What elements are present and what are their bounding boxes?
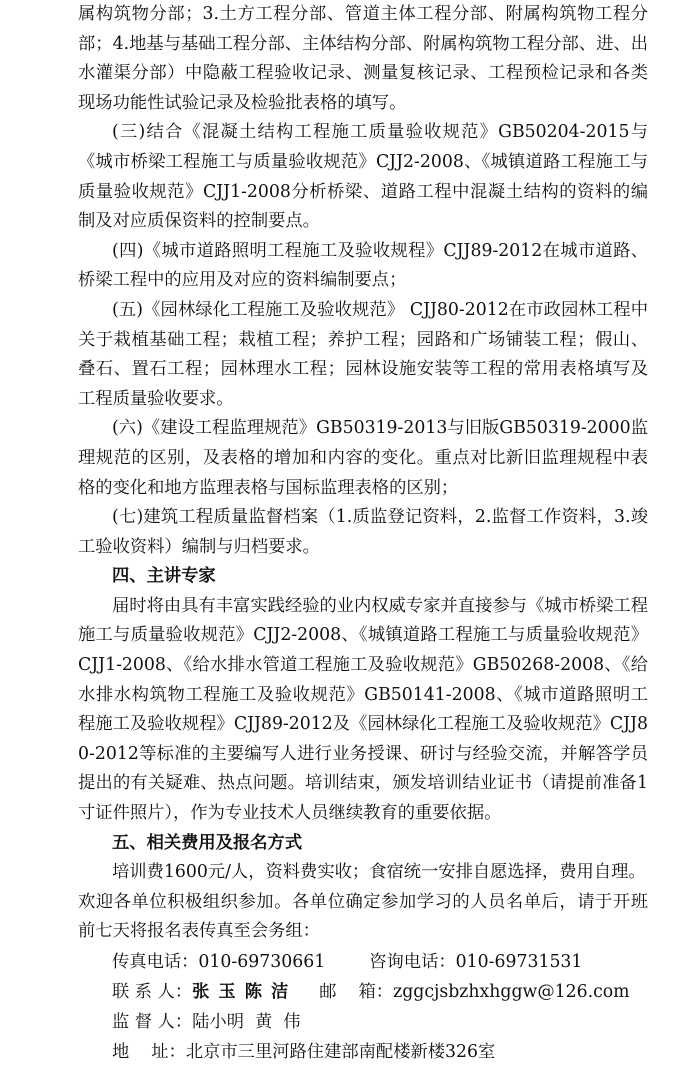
- paragraph-invite: 欢迎各单位积极组织参加。各单位确定参加学习的人员名单后，请于开班前七天将报名表传真至会务组：: [78, 891, 648, 942]
- paragraph-item-6: (六)《建设工程监理规范》GB50319-2013与旧版GB50319-2000监理规范的区别，及表格的增加和内容的变化。重点对比新旧监理规程中表格的变化和地方监理表格与国标监理表格的区别；: [78, 418, 648, 498]
- supervisor-row: [0, 1007, 700, 1037]
- section-heading-fees: 五、相关费用及报名方式: [112, 832, 303, 853]
- supervisor-label: 监 督 人：: [112, 1012, 193, 1032]
- address-label: 地 址：: [112, 1042, 186, 1062]
- fax-label: 传真电话：: [112, 952, 199, 972]
- address-value: 北京市三里河路住建部南配楼新楼326室: [185, 1042, 496, 1062]
- paragraph-item-4: (四)《城市道路照明工程施工及验收规程》CJJ89-2012在城市道路、桥梁工程中的应用及对应的资料编制要点；: [78, 240, 648, 291]
- supervisor-value: 陆小明 黄 伟: [192, 1012, 301, 1032]
- consult-value: 010-69731531: [455, 952, 583, 972]
- paragraph-sections-list: 属构筑物分部；3.土方工程分部、管道主体工程分部、附属构筑物工程分部；4.地基与基础工程分部、主体结构分部、附属构筑物工程分部、进、出水灌渠分部）中隐蔽工程验收记录、测量复核记录、工程预检记录和各类现场功能性试验记录及检验批表格的填写。: [78, 4, 648, 113]
- email-label: 邮 箱：: [319, 982, 394, 1002]
- consult-label: 咨询电话：: [369, 952, 456, 972]
- fax-row: [0, 947, 700, 977]
- contact-row: [0, 977, 700, 1007]
- contact-label: 联 系 人：: [112, 982, 193, 1002]
- email-value[interactable]: zggcjsbzhxhggw@126.com: [393, 982, 630, 1002]
- paragraph-item-3: (三)结合《混凝土结构工程施工质量验收规范》GB50204-2015与《城市桥梁工程施工与质量验收规范》CJJ2-2008、《城镇道路工程施工与质量验收规范》CJJ1-2008分析桥梁、道路工程中混凝土结构的资料的编制及对应质保资料的控制要点。: [78, 122, 648, 232]
- paragraph-experts: 届时将由具有丰富实践经验的业内权威专家并直接参与《城市桥梁工程施工与质量验收规范》CJJ2-2008、《城镇道路工程施工与质量验收规范》CJJ1-2008、《给水排水管道工程施工及验收规范》GB50268-2008、《给水排水构筑物工程施工及验收规范》GB50141-2008、《城市道路照明工程施工及验收规程》CJJ89-2012及《园林绿化工程施工及验收规范》CJJ80-2012等标准的主要编写人进行业务授课、研讨与经验交流，并解答学员提出的有关疑难、热点问题。培训结束，颁发培训结业证书（请提前准备1寸证件照片），作为专业技术人员继续教育的重要依据。: [78, 595, 648, 824]
- contact-value: 张玉陈洁: [192, 982, 298, 1002]
- paragraph-item-5: (五)《园林绿化工程施工及验收规范》 CJJ80-2012在市政园林工程中关于栽植基础工程；栽植工程；养护工程；园路和广场铺装工程；假山、叠石、置石工程；园林理水工程；园林设施安装等工程的常用表格填写及工程质量验收要求。: [78, 299, 648, 409]
- address-row: [0, 1037, 700, 1067]
- section-heading-experts: 四、主讲专家: [112, 566, 216, 587]
- paragraph-fee: 培训费1600元/人，资料费实收；食宿统一安排自愿选择，费用自理。: [112, 862, 646, 883]
- fax-value: 010-69730661: [198, 952, 326, 972]
- paragraph-item-7: (七)建筑工程质量监督档案（1.质监登记资料，2.监督工作资料，3.竣工验收资料）编制与归档要求。: [78, 507, 648, 557]
